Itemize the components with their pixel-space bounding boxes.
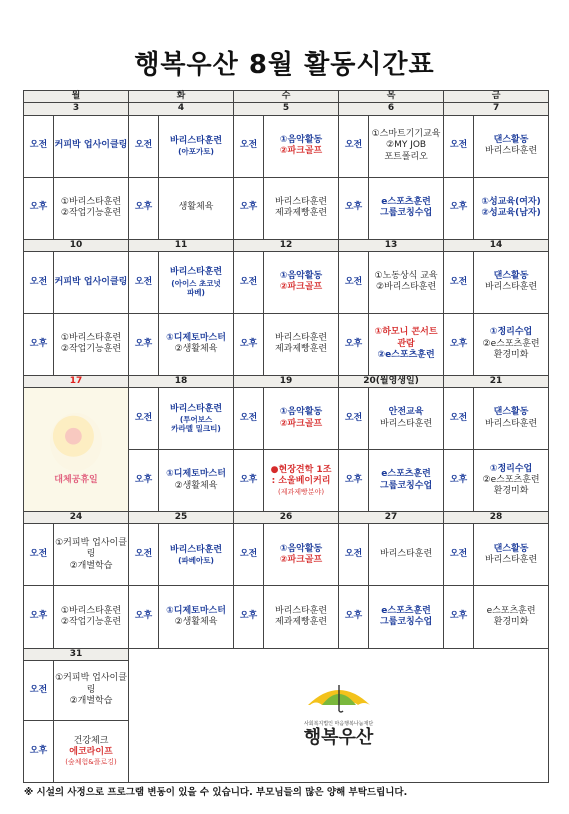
activity-text: ②e스포츠훈련 (482, 338, 540, 349)
period-label: 오전 (129, 388, 159, 450)
activity-cell (54, 524, 129, 586)
period-label: 오후 (24, 586, 54, 648)
date-cell: 20(월영생일) (339, 375, 444, 387)
activity-text: 제과제빵훈련 (274, 616, 328, 627)
period-label: 오전 (339, 388, 369, 450)
holiday-cell (24, 388, 129, 512)
activity-cell (264, 251, 339, 313)
activity-cell (159, 115, 234, 177)
activity-text: 그룹코칭수업 (379, 616, 433, 627)
activity-text: 바리스타훈련 (274, 605, 328, 616)
activity-text: ②생활체육 (174, 616, 218, 627)
activity-text: : 소울베이커리 (271, 476, 331, 487)
date-cell: 31 (24, 648, 129, 660)
holiday-label: 대체공휴일 (54, 475, 98, 486)
period-label: 오전 (339, 524, 369, 586)
activity-text: ②MY JOB (386, 140, 427, 151)
period-label: 오후 (234, 450, 264, 512)
activity-cell (264, 524, 339, 586)
activity-cell (54, 313, 129, 375)
activity-text: 바리스타훈련 (484, 418, 538, 429)
activity-text: ②파크골프 (279, 554, 323, 565)
activity-cell (369, 524, 444, 586)
activity-text: e스포츠훈련 (381, 469, 431, 480)
logo-org-text: 사회복지법인 마음행복나눔재단 (303, 721, 374, 727)
activity-text: ①음악활동 (279, 543, 323, 554)
date-cell: 13 (339, 239, 444, 251)
activity-cell (264, 177, 339, 239)
activity-text: (파베아토) (178, 555, 214, 565)
activity-text: ②작업기능훈련 (60, 616, 122, 627)
activity-text: e스포츠훈련 (381, 196, 431, 207)
date-cell: 11 (129, 239, 234, 251)
activity-text: ①디제토마스터 (166, 605, 226, 616)
date-cell: 3 (24, 103, 129, 115)
activity-text: (아포가토) (178, 146, 214, 156)
activity-text: ②파크골프 (279, 418, 323, 429)
period-label: 오전 (234, 251, 264, 313)
period-label: 오후 (24, 720, 54, 782)
activity-text: e스포츠훈련 (486, 605, 536, 616)
activity-text: (투어보스 (179, 414, 213, 424)
date-cell: 6 (339, 103, 444, 115)
activity-text: 바리스타훈련 (274, 333, 328, 344)
page-title: 행복우산 8월 활동시간표 (134, 50, 435, 80)
activity-cell (264, 450, 339, 512)
period-label: 오전 (129, 115, 159, 177)
activity-text: ①디제토마스터 (166, 469, 226, 480)
activity-text: 바리스타훈련 (169, 267, 223, 278)
activity-text: 에코라이프 (69, 747, 113, 758)
activity-cell (369, 450, 444, 512)
activity-cell (474, 251, 549, 313)
activity-text: 환경미화 (493, 486, 529, 497)
activity-text: ②생활체육 (174, 480, 218, 491)
activity-text: ②파크골프 (279, 282, 323, 293)
period-label: 오전 (234, 388, 264, 450)
period-label: 오후 (24, 177, 54, 239)
activity-text: ①음악활동 (279, 271, 323, 282)
period-label: 오후 (129, 313, 159, 375)
date-cell: 7 (444, 103, 549, 115)
activity-text: 환경미화 (493, 616, 529, 627)
date-cell: 19 (234, 375, 339, 387)
activity-text: (제과제빵분야) (278, 487, 325, 496)
activity-text: ②파크골프 (279, 146, 323, 157)
period-label: 오후 (339, 450, 369, 512)
activity-text: ①음악활동 (279, 407, 323, 418)
activity-text: ●현장견학 1조 (270, 465, 332, 476)
activity-cell (264, 115, 339, 177)
period-label: 오전 (444, 251, 474, 313)
activity-text: 바리스타훈련 (169, 403, 223, 414)
date-cell: 5 (234, 103, 339, 115)
period-label: 오전 (24, 660, 54, 720)
date-cell: 25 (129, 512, 234, 524)
holiday-illustration (50, 413, 102, 471)
activity-text: ①하모니 콘서트 (374, 327, 438, 338)
period-label: 오전 (339, 115, 369, 177)
date-cell: 28 (444, 512, 549, 524)
activity-text: 바리스타훈련 (484, 146, 538, 157)
date-cell: 12 (234, 239, 339, 251)
activity-text: ①노동상식 교육 (374, 271, 438, 282)
date-cell: 4 (129, 103, 234, 115)
date-cell: 10 (24, 239, 129, 251)
activity-text: 바리스타훈련 (379, 549, 433, 560)
activity-text: 커피박 업사이클링 (54, 140, 128, 151)
period-label: 오전 (129, 524, 159, 586)
period-label: 오후 (444, 450, 474, 512)
activity-text: ②생활체육 (174, 344, 218, 355)
activity-text: 환경미화 (493, 349, 529, 360)
activity-cell (54, 177, 129, 239)
period-label: 오후 (339, 177, 369, 239)
activity-cell (159, 251, 234, 313)
period-label: 오후 (129, 450, 159, 512)
period-label: 오후 (129, 177, 159, 239)
activity-text: 생활체육 (178, 202, 214, 213)
activity-cell (369, 586, 444, 648)
activity-text: 댄스활동 (493, 134, 529, 145)
date-cell: 21 (444, 375, 549, 387)
activity-cell (369, 313, 444, 375)
day-header-2: 수 (234, 91, 339, 103)
activity-cell (369, 177, 444, 239)
activity-cell (474, 313, 549, 375)
period-label: 오후 (444, 313, 474, 375)
day-header-0: 월 (24, 91, 129, 103)
activity-text: ①커피박 업사이클링 (55, 538, 127, 560)
activity-text: 그룹코칭수업 (379, 480, 433, 491)
activity-text: ①스마트기기교육 (371, 129, 441, 140)
activity-text: 제과제빵훈련 (274, 208, 328, 219)
activity-cell (474, 524, 549, 586)
activity-cell (264, 388, 339, 450)
period-label: 오전 (234, 115, 264, 177)
activity-text: 바리스타훈련 (379, 418, 433, 429)
activity-text: 바리스타훈련 (169, 135, 223, 146)
period-label: 오전 (24, 524, 54, 586)
activity-text: ②개별학습 (69, 560, 113, 571)
activity-text: 카라멜 밀크티) (171, 424, 221, 434)
activity-text: ①바리스타훈련 (60, 196, 122, 207)
activity-text: ①커피박 업사이클링 (55, 673, 127, 695)
period-label: 오전 (234, 524, 264, 586)
date-cell: 17 (24, 375, 129, 387)
activity-cell (474, 115, 549, 177)
period-label: 오후 (234, 586, 264, 648)
period-label: 오전 (24, 251, 54, 313)
activity-text: ②성교육(남자) (481, 208, 541, 219)
activity-cell (54, 660, 129, 720)
period-label: 오전 (444, 388, 474, 450)
period-label: 오전 (24, 115, 54, 177)
activity-text: ②e스포츠훈련 (482, 475, 540, 486)
date-cell: 26 (234, 512, 339, 524)
activity-cell (159, 524, 234, 586)
activity-text: ①성교육(여자) (481, 196, 541, 207)
day-header-3: 목 (339, 91, 444, 103)
activity-text: 안전교육 (388, 407, 424, 418)
schedule-table (23, 90, 549, 783)
logo-name-text: 행복우산 (303, 727, 374, 749)
activity-cell (54, 720, 129, 782)
activity-cell (159, 313, 234, 375)
activity-text: ①정리수업 (489, 327, 533, 338)
period-label: 오전 (444, 524, 474, 586)
period-label: 오후 (24, 313, 54, 375)
activity-text: ①바리스타훈련 (60, 333, 122, 344)
activity-text: 바리스타훈련 (484, 554, 538, 565)
period-label: 오후 (444, 177, 474, 239)
activity-cell (474, 450, 549, 512)
activity-cell (264, 313, 339, 375)
activity-text: 포트폴리오 (384, 151, 428, 162)
activity-cell (54, 251, 129, 313)
activity-cell (474, 177, 549, 239)
activity-text: ②작업기능훈련 (60, 344, 122, 355)
date-cell: 18 (129, 375, 234, 387)
logo-cell (129, 648, 549, 783)
period-label: 오후 (339, 313, 369, 375)
umbrella-logo-icon (304, 681, 374, 713)
period-label: 오전 (444, 115, 474, 177)
activity-text: (아이스 초코넛 (171, 278, 221, 288)
activity-text: e스포츠훈련 (381, 605, 431, 616)
period-label: 오후 (234, 177, 264, 239)
period-label: 오후 (444, 586, 474, 648)
activity-text: 커피박 업사이클링 (54, 276, 128, 287)
activity-cell (369, 251, 444, 313)
period-label: 오후 (129, 586, 159, 648)
activity-cell (159, 388, 234, 450)
period-label: 오후 (339, 586, 369, 648)
activity-cell (264, 586, 339, 648)
date-cell: 14 (444, 239, 549, 251)
activity-text: 댄스활동 (493, 543, 529, 554)
activity-text: 제과제빵훈련 (274, 344, 328, 355)
activity-text: ②작업기능훈련 (60, 208, 122, 219)
activity-text: 바리스타훈련 (484, 282, 538, 293)
activity-text: 파베) (187, 287, 205, 297)
activity-text: 바리스타훈련 (169, 544, 223, 555)
activity-text: 그룹코칭수업 (379, 208, 433, 219)
date-cell: 27 (339, 512, 444, 524)
activity-text: 댄스활동 (493, 407, 529, 418)
activity-text: ②바리스타훈련 (375, 282, 437, 293)
activity-text: 건강체크 (73, 735, 109, 746)
date-cell: 24 (24, 512, 129, 524)
activity-cell (159, 586, 234, 648)
activity-cell (54, 586, 129, 648)
period-label: 오전 (339, 251, 369, 313)
footer-notice: ※ 시설의 사정으로 프로그램 변동이 있을 수 있습니다. 부모님들의 많은 양해 부탁드립니다. (24, 787, 408, 798)
activity-cell (54, 115, 129, 177)
activity-text: ①바리스타훈련 (60, 605, 122, 616)
activity-cell (474, 388, 549, 450)
activity-text: ②개별학습 (69, 695, 113, 706)
activity-text: ①정리수업 (489, 463, 533, 474)
activity-cell (159, 450, 234, 512)
activity-text: ①음악활동 (279, 134, 323, 145)
period-label: 오전 (129, 251, 159, 313)
activity-cell (369, 388, 444, 450)
activity-text: ①디제토마스터 (166, 333, 226, 344)
activity-text: ②e스포츠훈련 (377, 349, 435, 360)
activity-cell (474, 586, 549, 648)
activity-cell (159, 177, 234, 239)
activity-text: 댄스활동 (493, 271, 529, 282)
day-header-4: 금 (444, 91, 549, 103)
activity-text: 바리스타훈련 (274, 196, 328, 207)
activity-text: (숲체험&플로깅) (65, 758, 117, 767)
day-header-1: 화 (129, 91, 234, 103)
period-label: 오후 (234, 313, 264, 375)
activity-cell (369, 115, 444, 177)
activity-text: 관람 (397, 338, 415, 349)
